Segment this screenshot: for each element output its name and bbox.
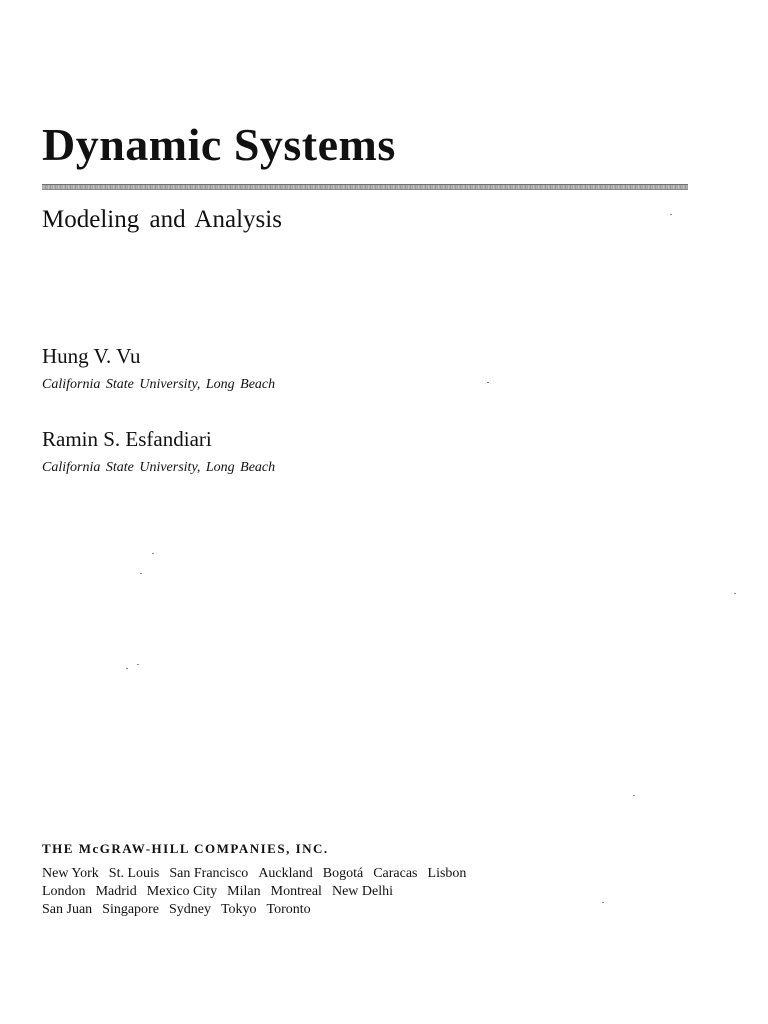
city: Tokyo <box>220 902 257 917</box>
city: San Francisco <box>169 866 249 881</box>
author-name: Ramin S. Esfandiari <box>42 427 212 451</box>
author-affiliation: California State University, Long Beach <box>42 377 276 392</box>
city-line <box>42 901 476 919</box>
title-rule <box>42 184 688 190</box>
scan-speck <box>734 593 736 594</box>
book-subtitle: Modeling and Analysis <box>42 206 282 233</box>
scan-speck <box>137 664 139 665</box>
book-title: Dynamic Systems <box>42 119 396 170</box>
city: St. Louis <box>108 866 160 881</box>
city-line <box>42 865 476 883</box>
scan-speck <box>670 214 672 215</box>
publisher-cities <box>42 865 476 919</box>
city: Madrid <box>95 884 137 899</box>
author-affiliation: California State University, Long Beach <box>42 460 276 475</box>
city: Singapore <box>102 902 159 917</box>
scan-speck <box>152 553 154 554</box>
city: New York <box>42 866 99 881</box>
scan-speck <box>633 795 635 796</box>
scan-speck <box>126 668 128 669</box>
scan-speck <box>487 382 489 383</box>
author-name: Hung V. Vu <box>42 344 141 368</box>
scan-speck <box>602 902 604 903</box>
city: London <box>42 884 86 899</box>
city: Montreal <box>270 884 322 899</box>
city: San Juan <box>42 902 93 917</box>
city-line <box>42 883 476 901</box>
city: Bogotá <box>322 866 364 881</box>
city: Lisbon <box>427 866 467 881</box>
city: Auckland <box>258 866 313 881</box>
city: Sydney <box>168 902 211 917</box>
city: Mexico City <box>146 884 218 899</box>
city: Milan <box>227 884 261 899</box>
city: Toronto <box>266 902 311 917</box>
city: New Delhi <box>331 884 393 899</box>
publisher-name: THE McGRAW-HILL COMPANIES, INC. <box>42 841 329 856</box>
city: Caracas <box>373 866 418 881</box>
scan-speck <box>140 573 142 574</box>
